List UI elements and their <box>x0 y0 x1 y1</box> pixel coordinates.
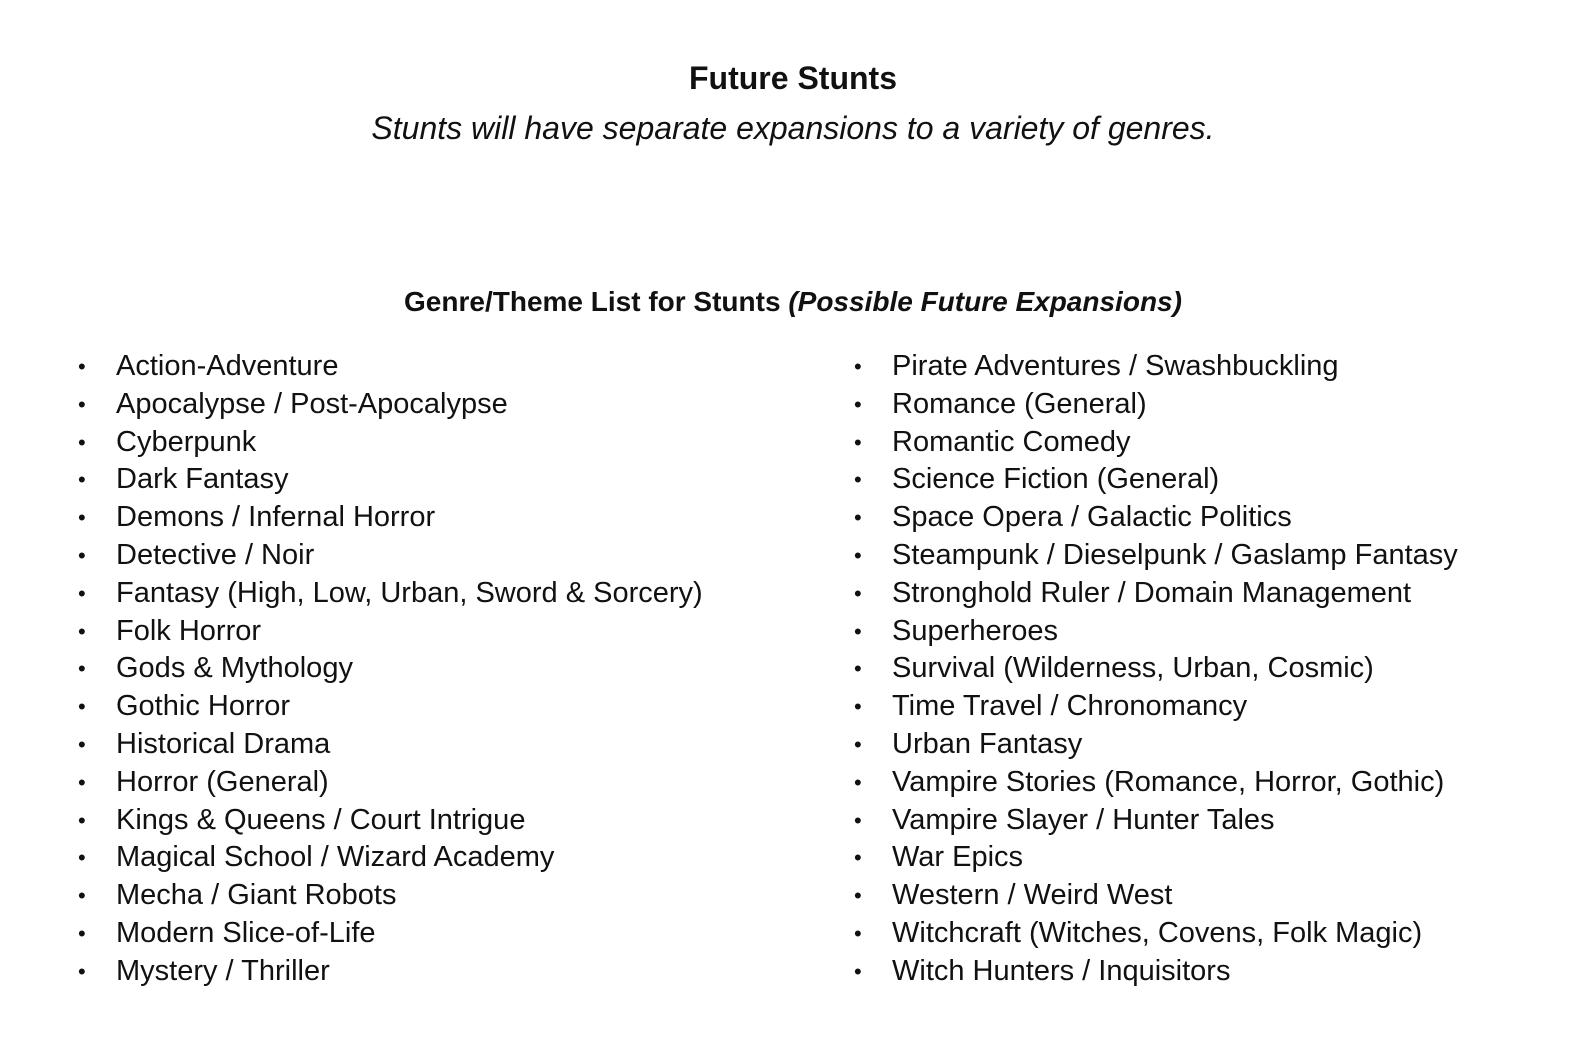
genre-list-item-label: Folk Horror <box>116 614 262 647</box>
genre-list-item-label: Witch Hunters / Inquisitors <box>892 954 1231 987</box>
bullet-icon: • <box>78 580 86 606</box>
genre-list-item <box>76 839 816 877</box>
genre-list-item-label: Time Travel / Chronomancy <box>892 690 1248 723</box>
genre-list-item <box>852 650 1572 688</box>
genre-list-item <box>76 461 816 499</box>
bullet-icon: • <box>854 883 862 909</box>
genre-list-item <box>76 764 816 802</box>
genre-list-item-label: Fantasy (High, Low, Urban, Sword & Sorcery) <box>116 576 703 609</box>
bullet-icon: • <box>78 618 86 644</box>
genre-list-item-label: Space Opera / Galactic Politics <box>892 501 1292 534</box>
bullet-icon: • <box>854 580 862 606</box>
bullet-icon: • <box>854 467 862 493</box>
genre-list-item <box>852 424 1572 462</box>
page-subtitle: Stunts will have separate expansions to a variety of genres. <box>371 110 1215 146</box>
genre-list-item <box>852 915 1572 953</box>
genre-list-item <box>852 688 1572 726</box>
bullet-icon: • <box>854 505 862 531</box>
genre-list-item-label: Vampire Stories (Romance, Horror, Gothic) <box>892 765 1445 798</box>
genre-list-item <box>852 764 1572 802</box>
genre-list-heading-main: Genre/Theme List for Stunts <box>404 286 789 317</box>
genre-list-item <box>76 348 816 386</box>
genre-list-item <box>852 839 1572 877</box>
genre-list-item-label: Horror (General) <box>116 765 329 798</box>
genre-list-item <box>852 613 1572 651</box>
genre-list-item <box>852 386 1572 424</box>
bullet-icon: • <box>854 958 862 984</box>
bullet-icon: • <box>854 920 862 946</box>
bullet-icon: • <box>78 391 86 417</box>
bullet-icon: • <box>854 807 862 833</box>
genre-list-heading <box>0 284 1586 320</box>
genre-list-item <box>76 688 816 726</box>
genre-list-item-label: Mecha / Giant Robots <box>116 879 397 912</box>
bullet-icon: • <box>854 542 862 568</box>
genre-list-item-label: Gods & Mythology <box>116 652 353 685</box>
genre-list-item <box>76 499 816 537</box>
genre-list-item-label: Kings & Queens / Court Intrigue <box>116 803 526 836</box>
genre-list-item <box>852 499 1572 537</box>
genre-list-item-label: Modern Slice-of-Life <box>116 916 376 949</box>
genre-list-item <box>76 537 816 575</box>
genre-list-item <box>852 575 1572 613</box>
genre-list-item-label: Science Fiction (General) <box>892 463 1220 496</box>
genre-list-item <box>852 348 1572 386</box>
genre-list-item <box>76 575 816 613</box>
bullet-icon: • <box>78 694 86 720</box>
bullet-icon: • <box>78 807 86 833</box>
bullet-icon: • <box>78 845 86 871</box>
genre-list-item <box>76 726 816 764</box>
genre-list-item-label: Dark Fantasy <box>116 463 289 496</box>
genre-list-item <box>76 650 816 688</box>
bullet-icon: • <box>854 391 862 417</box>
bullet-icon: • <box>78 505 86 531</box>
bullet-icon: • <box>78 656 86 682</box>
bullet-icon: • <box>854 769 862 795</box>
genre-list-item-label: Apocalypse / Post-Apocalypse <box>116 387 508 420</box>
genre-list-item <box>76 613 816 651</box>
bullet-icon: • <box>78 958 86 984</box>
genre-list-item-label: Survival (Wilderness, Urban, Cosmic) <box>892 652 1374 685</box>
bullet-icon: • <box>854 694 862 720</box>
bullet-icon: • <box>854 845 862 871</box>
bullet-icon: • <box>78 542 86 568</box>
bullet-icon: • <box>854 618 862 644</box>
genre-list-item <box>76 802 816 840</box>
genre-list-item <box>76 915 816 953</box>
genre-list-item-label: Romance (General) <box>892 387 1147 420</box>
genre-list-item <box>76 953 816 991</box>
genre-list-item-label: Detective / Noir <box>116 538 315 571</box>
genre-list-item-label: Action-Adventure <box>116 350 339 382</box>
bullet-icon: • <box>854 731 862 757</box>
genre-list-item-label: Vampire Slayer / Hunter Tales <box>892 803 1275 836</box>
genre-list-item-label: Cyberpunk <box>116 425 257 458</box>
genre-list-item-label: Urban Fantasy <box>892 727 1083 760</box>
genre-list-item-label: Historical Drama <box>116 727 331 760</box>
genre-list-item <box>852 726 1572 764</box>
bullet-icon: • <box>854 429 862 455</box>
genre-list-item-label: Steampunk / Dieselpunk / Gaslamp Fantasy <box>892 538 1458 571</box>
genre-list-item-label: Gothic Horror <box>116 690 291 723</box>
genre-list-left-column <box>76 348 816 991</box>
bullet-icon: • <box>78 354 86 379</box>
genre-list-item <box>852 461 1572 499</box>
genre-list-item <box>76 386 816 424</box>
genre-list-item <box>852 877 1572 915</box>
bullet-icon: • <box>78 731 86 757</box>
genre-list-item-label: Mystery / Thriller <box>116 954 330 987</box>
bullet-icon: • <box>78 467 86 493</box>
genre-list-right-column <box>852 348 1572 991</box>
bullet-icon: • <box>854 656 862 682</box>
genre-list-item-label: Superheroes <box>892 614 1059 647</box>
genre-list-item-label: Romantic Comedy <box>892 425 1131 458</box>
bullet-icon: • <box>854 354 862 379</box>
page-title: Future Stunts <box>689 60 897 96</box>
bullet-icon: • <box>78 769 86 795</box>
bullet-icon: • <box>78 429 86 455</box>
genre-list-item-label: Western / Weird West <box>892 879 1173 912</box>
genre-list-item-label: Stronghold Ruler / Domain Management <box>892 576 1412 609</box>
genre-list-item <box>852 802 1572 840</box>
genre-list-item <box>76 877 816 915</box>
genre-list-heading-note: (Possible Future Expansions) <box>788 286 1182 317</box>
genre-list-item-label: Demons / Infernal Horror <box>116 501 436 534</box>
genre-list-item-label: Witchcraft (Witches, Covens, Folk Magic) <box>892 916 1423 949</box>
bullet-icon: • <box>78 883 86 909</box>
genre-list-item-label: Magical School / Wizard Academy <box>116 841 555 874</box>
genre-list-item <box>76 424 816 462</box>
genre-list-item-label: Pirate Adventures / Swashbuckling <box>892 350 1339 382</box>
genre-list-item <box>852 537 1572 575</box>
genre-list-item <box>852 953 1572 991</box>
bullet-icon: • <box>78 920 86 946</box>
genre-list-item-label: War Epics <box>892 841 1024 874</box>
